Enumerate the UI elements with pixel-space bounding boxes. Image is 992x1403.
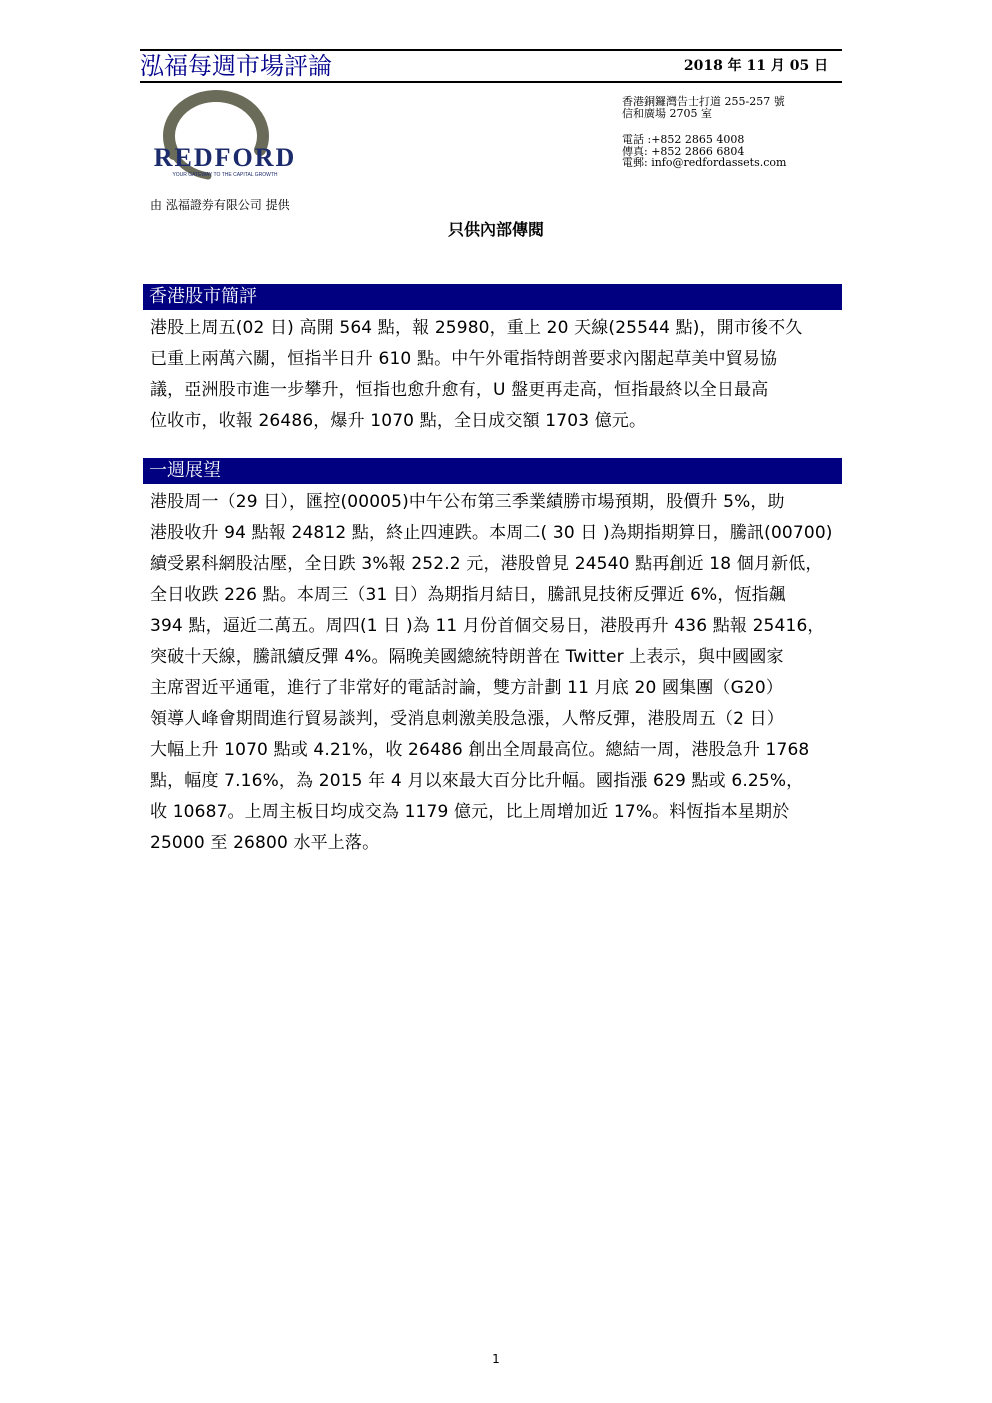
- paragraph-line: 點，幅度 7.16%，為 2015 年 4 月以來最大百分比升幅。國指漲 629 點或 6.25%，: [150, 771, 804, 791]
- redford-logo-graphic: [148, 84, 302, 186]
- paragraph-line: 25000 至 26800 水平上落。: [150, 833, 380, 853]
- address-line-1: 香港銅鑼灣告士打道 255-257 號: [622, 95, 785, 108]
- paragraph-line: 主席習近平通電，進行了非常好的電話討論，雙方計劃 11 月底 20 國集團（G20）: [150, 678, 783, 698]
- paragraph-line: 領導人峰會期間進行貿易談判，受消息刺激美股急漲，人幣反彈，港股周五（2 日）: [150, 709, 784, 729]
- section-body-hk-market-review: [150, 313, 846, 437]
- paragraph-line: 港股收升 94 點報 24812 點，終止四連跌。本周二( 30 日 )為期指期算日，騰訊(00700): [150, 523, 833, 543]
- logo-tagline-text: YOUR GATEWAY TO THE CAPITAL GROWTH: [172, 172, 278, 178]
- address-line-2: 信和廣場 2705 室: [622, 106, 712, 120]
- header-bar: [140, 49, 842, 83]
- provider-line: 由 泓福證券有限公司 提供: [150, 198, 290, 212]
- section-heading-hk-market-review: 香港股市簡評: [143, 284, 842, 310]
- paragraph-line: 突破十天線，騰訊續反彈 4%。隔晚美國總統特朗普在 Twitter 上表示，與中國國家: [150, 647, 784, 667]
- internal-circulation-notice: 只供內部傳閱: [447, 220, 544, 239]
- paragraph-line: 394 點，逼近二萬五。周四(1 日 )為 11 月份首個交易日，港股再升 436 點報 25416，: [150, 616, 825, 636]
- paragraph-line: 全日收跌 226 點。本周三（31 日）為期指月結日，騰訊見技術反彈近 6%，恆指飆: [150, 585, 786, 605]
- contact-address-block: [622, 96, 842, 169]
- page-number: 1: [492, 1352, 500, 1366]
- paragraph-line: 續受累科網股沽壓，全日跌 3%報 252.2 元，港股曾見 24540 點再創近 18 個月新低，: [150, 554, 823, 574]
- report-date: 2018 年 11 月 05 日: [670, 51, 842, 81]
- paragraph-line: 大幅上升 1070 點或 4.21%，收 26486 創出全周最高位。總結一周，港股急升 1768: [150, 740, 810, 760]
- paragraph-line: 港股上周五(02 日) 高開 564 點，報 25980，重上 20 天線(25544 點)，開市後不久: [150, 318, 803, 338]
- paragraph-line: 已重上兩萬六關，恒指半日升 610 點。中午外電指特朗普要求內閣起草美中貿易協: [150, 349, 778, 369]
- redford-logo: [148, 84, 302, 186]
- paragraph-line: 收 10687。上周主板日均成交為 1179 億元，比上周增加近 17%。料恆指本星期於: [150, 802, 790, 822]
- section-heading-weekly-outlook: 一週展望: [143, 458, 842, 484]
- email-line: 電郵: info@redfordassets.com: [622, 156, 787, 169]
- report-title: 泓福每週市場評論: [140, 52, 332, 80]
- section-body-weekly-outlook: [150, 487, 846, 859]
- paragraph-line: 位收市，收報 26486，爆升 1070 點，全日成交額 1703 億元。: [150, 411, 647, 431]
- fax-line: 傳真: +852 2866 6804: [622, 144, 745, 158]
- paragraph-line: 港股周一（29 日），匯控(00005)中午公布第三季業績勝市場預期，股價升 5%，助: [150, 492, 785, 512]
- paragraph-line: 議，亞洲股市進一步攀升，恒指也愈升愈有，U 盤更再走高，恒指最終以全日最高: [150, 380, 769, 400]
- phone-line: 電話 :+852 2865 4008: [622, 133, 745, 146]
- logo-brand-text: REDFORD: [153, 143, 297, 172]
